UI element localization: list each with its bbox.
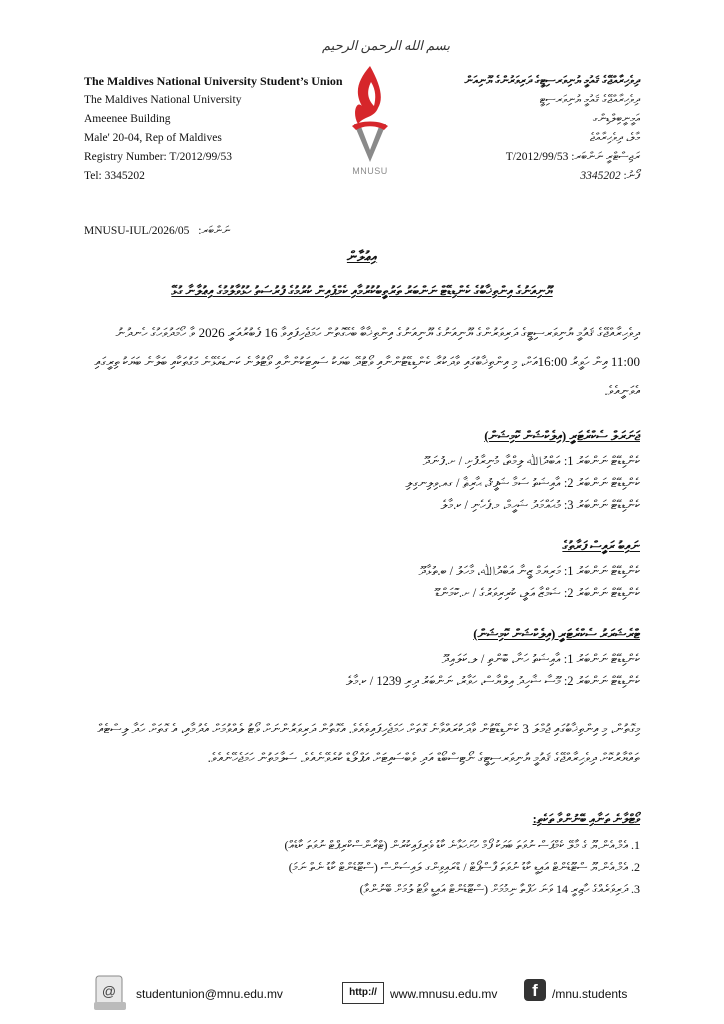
union-name-en: The Maldives National University Student’s Union <box>84 74 343 88</box>
email-icon <box>92 972 128 1012</box>
university-name-dv: ދިވެހިރާއްޖޭގެ ޤައުމީ ޔުނިވަރސިޓީ <box>539 94 640 106</box>
document-title: އިޢުލާން <box>346 250 378 265</box>
section-title: ނައިބު ރައީސް ފަރާތުގެ <box>562 538 640 553</box>
reference-value: MNUSU-IUL/2026/05 <box>84 225 190 237</box>
web-icon: http:// <box>342 982 384 1004</box>
registry-value-dv: T/2012/99/53 <box>505 151 569 163</box>
candidate-item: ކެންޑިޑޭޓް ނަންބަރު 2: މޫސާ ޝާހިދު އިލްޔާސް، ހަވާރު، ނަންބަރު ދިރި 1239 / ކ.މާލެ <box>345 674 640 688</box>
registry-label-dv: ރަޖިސްޓްރީ ނަންބަރ: <box>571 151 640 163</box>
university-name-en: The Maldives National University <box>84 94 242 106</box>
requirement-item: 2. އެމް.އެން.ޔޫ ސްޓޫޑެންޓް އައިޑީ ކާޑު ނުވަތަ ފާސްޕޯޓް / ޑްރައިވިންގ ލައިސަންސް (ސްޓޫޑެންޓް ކާޑު ނެތް ނަމަ) <box>288 860 640 874</box>
union-name-dv: ދިވެހިރާއްޖޭގެ ޤައުމީ ޔުނިވަރސިޓީގެ ދަރިވަރުންގެ ޔޫނިއަން <box>464 75 640 87</box>
requirement-item: 1. އެމް.އެން.ޔޫ ގެ މާލޭ ކެމްޕަސް ނުވަތަ ބަޔަކު ފޯމް ހުށަހަޅާނެ ކާޑު ވެރިފައިކުރުން (ޓްރާންސްކްރިޕްޓް ނުވަތަ ކާޑެއް) <box>284 838 640 852</box>
registry-en: Registry Number: T/2012/99/53 <box>84 151 233 163</box>
candidate-item: ކެންޑިޑޭޓް ނަންބަރު 3: މުޙައްމަދު ޝަހީމް، މ.ފެހެނި / ކ.މާލެ <box>440 498 640 512</box>
candidate-item: ކެންޑިޑޭޓް ނަންބަރު 2: ޝަމްޒާ އަލީ، ކުރިރިވަރުގެ / ށ.ކޮމަންޑޫ <box>435 586 640 600</box>
reference-number <box>84 225 230 238</box>
intro-paragraph: ދިވެހިރާއްޖޭގެ ޤައުމީ ޔުނިވަރސިޓީގެ ދަރިވަރުންގެ ޔޫނިއަނުގެ ޔޫނިއަނުގެ އިންތިޚާބާ ބެހޭގޮތުން ހަމަޖެހިފައިވާ 16 ފެބުރުއަރީ 2026 ވާ ހޯމަދުވަހުގެ ހެނދުނު 11:00 އިން ހަވީރު 16:00އަށް، މި އިންތިޚާބުގައި ވާދަކުރާ ކެންޑިޑޭޓުންނާއި ވޯޓުދޭ ބަޔަކު ސައިޓަކުންނާއި ވޯޓުލާނެ ކަނޑައެޅޭނެ މަގުތަކާއި ބަލާނެ ބަޔަކު ތިރީގައި އެވަނީއެވެ. <box>94 325 640 398</box>
tel-label-dv: ފޯނު: <box>623 170 640 182</box>
candidate-item: ކެންޑިޑޭޓް ނަންބަރު 1: އަބްދުﷲ ލިމްތާ، މުނިރާފުށި / ށ.ފުނަދޫ <box>422 454 640 468</box>
candidate-item: ކެންޑިޑޭޓް ނަންބަރު 1: އާއިޝަތު ހަނާ، ބޮންތި / ލ.ކަލައިދޫ <box>441 652 640 666</box>
english-letterhead <box>84 72 374 186</box>
reference-label: ނަންބަރ: <box>198 225 231 237</box>
requirement-item: 3. ދަރިވަރެއްގެ ހާޒިރީ 14 ވަނަ ހަފްތާ ނިމުމަށް (ސްޓޫޑެންޓް އައިޑީ ވޯޓު ލުމަށް ބޭނުންވާ) <box>359 882 640 896</box>
candidate-item: ކެންޑިޑޭޓް ނަންބަރު 2: އާއިޝަތު ސަމާ ޝަފީޤު، ޙާރިޘާ / ގއ.ވިލިނގިލި <box>405 476 640 490</box>
website-link[interactable]: www.mnusu.edu.mv <box>390 987 498 1001</box>
logo-flame <box>355 66 381 124</box>
tel-dv <box>380 167 640 186</box>
logo-text: MNUSU <box>352 166 388 176</box>
candidate-item: ކެންޑިޑޭޓް ނަންބަރު 1: މަރިޔަމް ޒީނާ އަބްދުﷲ، މާހަލު / ބ.ތުޅާދޫ <box>418 564 640 578</box>
tel-en: Tel: 3345202 <box>84 170 145 182</box>
svg-text:@: @ <box>101 983 117 999</box>
registry-dv <box>380 148 640 167</box>
address-en: Male' 20-04, Rep of Maldives <box>84 132 222 144</box>
facebook-icon: f <box>524 979 546 1001</box>
bismillah: بسم الله الرحمن الرحيم <box>322 38 451 53</box>
section-title: ޓްރެޝަރަރު ސެކްރެޓަރީ (އިލެކްޝަން ކޮމިޝަން) <box>473 626 640 641</box>
address-dv: މާލެ، ދިވެހިރާއްޖެ <box>589 132 640 144</box>
email-link[interactable]: studentunion@mnu.edu.mv <box>136 987 283 1001</box>
tel-value-dv: 3345202 <box>580 170 621 182</box>
requirements-title: ވޯޓްލާނެ ތަނާއި ބޭނުންވާ ތަކެތި: <box>532 812 640 826</box>
closing-paragraph: މިގޮތުން، މި އިންތިޚާބުގައި ޖުމްލަ 3 ކެންޑިޑޭޓުން ވާދަކުރައްވާނެ ގޮތަށް ހަމަޖެހިފައިވެއެވެ. އެގޮތުން ދަރިވަރުންނަށް ވޯޓު ލެއްވުމަށް އެދުމާއި، އެ ގޮތަށް ހަދާ ލިސްޓެއް ތައްޔާރުކޮށް ދިވެހިރާއްޖޭގެ ޤައުމީ ޔުނިވަރސިޓީގެ ނޯޓިސްބޯޑް އަދި ވެބްސައިޓަށް އަޕްލޯޑް ކުރެވޭނެއެވެ. ސަލާމަތުން ހަމަޖެހޭނެއެވެ. <box>97 721 640 765</box>
building-dv: އަމީނީބިލްޑިންގ <box>592 113 640 125</box>
dhivehi-letterhead <box>380 72 640 186</box>
facebook-link[interactable]: /mnu.students <box>552 987 628 1001</box>
section-title: ޖަނަރަލް ސެކްރެޓަރީ (އިލެކްޝަން ކޮމިޝަން) <box>484 428 640 443</box>
building-en: Ameenee Building <box>84 113 171 125</box>
document-subtitle: ޔޫނިއަނުގެ އިންތިޚާބުގެ ކެންޑިޑޭޓް ނަންބަރު ތަރުތީބުކުރުމާއި ކެމްޕެއިން ކުރުމުގެ ފުރުސަތު ހުޅުވާލުމުގެ އިޢުލާނާ ގުޅޭ <box>171 283 553 298</box>
